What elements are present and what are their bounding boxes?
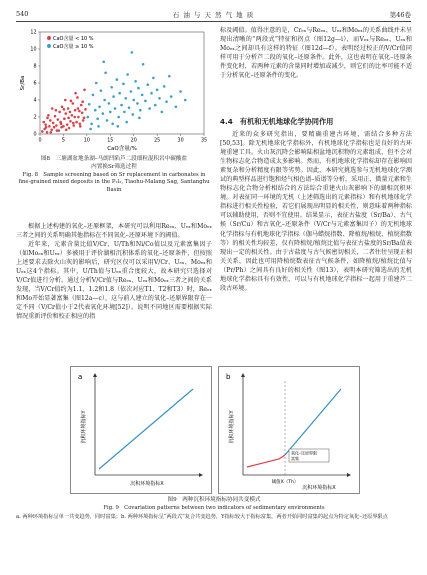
data-point-low-cao xyxy=(49,131,52,134)
data-point-low-cao xyxy=(73,116,76,119)
data-point-high-cao xyxy=(95,82,98,85)
data-point-low-cao xyxy=(59,121,62,124)
left-column-text xyxy=(16,222,212,322)
data-point-high-cao xyxy=(122,83,125,86)
data-point-high-cao xyxy=(109,111,112,114)
data-point-high-cao xyxy=(170,95,173,98)
y-axis-arrow xyxy=(93,373,97,377)
data-point-high-cao xyxy=(112,95,115,98)
data-point-low-cao xyxy=(53,126,56,129)
data-point-low-cao xyxy=(67,117,70,120)
y-tick-label: 12 xyxy=(30,30,37,36)
data-point-high-cao xyxy=(131,51,134,54)
fig9b-x-label: 沉积环境指标X xyxy=(302,485,336,491)
data-point-low-cao xyxy=(63,117,66,120)
data-point-low-cao xyxy=(80,104,83,107)
legend-label-high: CaO含量 ≥ 10 % xyxy=(53,44,94,50)
header-rule xyxy=(16,21,411,22)
fig9b-diagram xyxy=(219,367,359,493)
data-point-high-cao xyxy=(108,102,111,105)
fig8-caption-cn-1: 图8 三塘湖盆地条湖–马朗凹陷芦二段细粒混积岩中碳酸盐 xyxy=(40,156,188,162)
x-tick-label: 30 xyxy=(177,138,184,144)
data-point-high-cao xyxy=(134,80,137,83)
data-point-high-cao xyxy=(101,112,104,115)
data-point-high-cao xyxy=(100,89,103,92)
data-point-low-cao xyxy=(72,122,75,125)
data-point-high-cao xyxy=(168,75,171,78)
data-point-low-cao xyxy=(66,123,69,126)
data-point-high-cao xyxy=(125,121,128,124)
data-point-high-cao xyxy=(138,117,141,120)
y-axis-label: Sr/Ba xyxy=(20,75,26,91)
data-point-high-cao xyxy=(184,99,187,102)
fig9-note: a. 两种环境指标呈单一共变趋势，同时富集；b. 两种环境指标呈“两段式”复合共变趋势，Y指标较大于指标富集，两者开始同时富集的起点为特定氧化–还原界限点 xyxy=(16,514,388,520)
panel-label-b: b xyxy=(226,373,231,381)
data-point-high-cao xyxy=(179,90,182,93)
fig9a-y-label: 沉积环境指标Y xyxy=(81,410,87,444)
data-point-low-cao xyxy=(42,121,45,124)
x-tick-label: 10 xyxy=(83,138,90,144)
data-point-low-cao xyxy=(64,99,67,102)
y-tick-label: 10 xyxy=(30,47,37,53)
data-point-low-cao xyxy=(77,107,80,110)
data-point-high-cao xyxy=(102,60,105,63)
segment-enriched xyxy=(285,389,341,455)
data-point-low-cao xyxy=(68,127,71,130)
fig8-caption xyxy=(16,156,212,194)
fig8-caption-cn-2: 内置换Sr筛选过程 xyxy=(91,163,137,170)
data-point-low-cao xyxy=(78,110,81,113)
data-point-high-cao xyxy=(142,63,145,66)
data-point-high-cao xyxy=(150,92,153,95)
fig9b-panel xyxy=(218,366,360,494)
paragraph: 近年来，元素含量比值V/Cr、U/Th和Ni/Co值以及元素富集因子（如Moₑₓ和Uₑₓ）多被用于评价湖相沉积体系的氧化–还原条件，但按照上述要求去除火山灰的影响后，研究区仅可以采用V/Cr、Uₑₓ、Moₑₓ和Uₑₓ这4个指标。其中，U/Th值与Uₑₓ重合度较大，故本研究只选择对V/Cr值进行分析。通过分析V/Cr值与Reₑₓ、Uₑₓ和Moₑₓ三者之间的关系发现，当V/Cr值约为1.1、1.2和1.8（依次对应T1、T2和T3）时，Reₑₓ和Mo开始显著富集（图12a—c），这与前人建立的氧化–还原界限存在一定不同（V/Cr值小于2代表氧化环境[52]）。说明不同地区需要根据实际情况重新评价和校正相应的指 xyxy=(16,241,212,321)
data-point-low-cao xyxy=(81,100,84,103)
data-point-low-cao xyxy=(77,116,80,119)
data-point-low-cao xyxy=(83,117,86,120)
x-axis-arrow xyxy=(347,473,351,477)
x-tick-label: 35 xyxy=(200,138,208,144)
data-point-low-cao xyxy=(72,124,75,127)
data-point-low-cao xyxy=(69,111,72,114)
data-point-low-cao xyxy=(60,126,63,129)
data-point-low-cao xyxy=(50,128,53,131)
data-point-low-cao xyxy=(71,114,74,117)
data-point-high-cao xyxy=(96,117,99,120)
volume-label: 第46卷 xyxy=(389,11,411,19)
data-point-high-cao xyxy=(97,125,100,128)
data-point-high-cao xyxy=(146,83,149,86)
data-point-low-cao xyxy=(46,117,49,120)
data-point-low-cao xyxy=(44,123,47,126)
data-point-high-cao xyxy=(154,104,157,107)
data-point-low-cao xyxy=(58,111,61,114)
data-point-high-cao xyxy=(104,72,107,75)
page-header xyxy=(16,10,411,20)
data-point-low-cao xyxy=(81,111,84,114)
data-point-high-cao xyxy=(90,123,93,126)
page-number: 540 xyxy=(16,10,29,18)
data-point-low-cao xyxy=(79,125,82,128)
segment-oxic xyxy=(247,455,285,467)
y-axis-arrow xyxy=(241,373,245,377)
data-point-high-cao xyxy=(92,94,95,97)
x-tick-label: 0 xyxy=(38,138,42,144)
data-point-low-cao xyxy=(65,128,68,131)
data-point-high-cao xyxy=(123,111,126,114)
data-point-low-cao xyxy=(69,120,72,123)
data-point-high-cao xyxy=(131,113,134,116)
data-point-high-cao xyxy=(137,87,140,90)
data-point-low-cao xyxy=(48,125,51,128)
data-point-low-cao xyxy=(64,112,67,115)
fig9-caption-cn: 图9 两种沉积环境指标协同共变模式 xyxy=(167,497,261,503)
data-point-low-cao xyxy=(79,123,82,126)
legend-marker-high xyxy=(47,44,51,48)
data-point-high-cao xyxy=(106,119,109,122)
data-point-low-cao xyxy=(74,92,77,95)
data-point-high-cao xyxy=(116,125,119,128)
data-point-high-cao xyxy=(103,99,106,102)
trend-line xyxy=(99,389,193,469)
y-tick-label: 2 xyxy=(33,115,37,121)
data-point-low-cao xyxy=(57,118,60,121)
data-point-high-cao xyxy=(136,102,139,105)
paragraph: 近来的众多研究指出，要精确重建古环境，需结合多种方法[50,53]。除无机地球化学指标外，有机地球化学指标也是良好的古环境重建工具。火山灰沉降会影响陆相盆地沉积物的元素组成，但不会对生物标志化合物造成太多影响。然而，有机地球化学指标却存在影响因素复杂和分析精度有限等劣势。因此，本研究挑选参与无机地球化学测试的典型样品进行饱和烃气相色谱–质谱等分析，采用正、微量元素和生物标志化合物分析相结合的方法综合重建火山灰影响下的湖相沉积环境。对表征同一环境的无机（上述筛选出的元素指标）和有机地球化学指标进行相关性检验，若它们展现出明显的相关性，则意味着两种指标可以辅助使用，否则不宜使用。结果显示，表征古盐度（Sr/Ba）、古气候（Sr/Cu）和古氧化–还原条件（V/Cr与元素富集因子）的无机地球化学指标与有机地球化学指标（伽马蜡烷指数、降植烷/植烷、植烷指数等）的相关性均较差，仅有降植烷/植烷比值与表征古盐度的Sr/Ba值表现出一定的相关性。由于古盐度与古气候密切相关，二者往往呈现正相关关系，因此也可用降植烷数表征古气候条件，如降植烷/植烷比值与（Pr/Ph）之间具有良好的相关性（图13），表明本研究筛选出的无机地球化学指标具有有效性，可以与有机地球化学指标一起用于重建芦二段古环境。 xyxy=(220,131,412,292)
data-point-high-cao xyxy=(165,100,168,103)
data-point-low-cao xyxy=(61,106,64,109)
x-axis-label: CaO含量/% xyxy=(107,146,137,152)
legend-label-low: CaO含量 < 10 % xyxy=(53,36,94,42)
data-point-low-cao xyxy=(84,108,87,111)
x-tick-label: 5 xyxy=(61,138,65,144)
data-point-high-cao xyxy=(163,85,166,88)
data-point-high-cao xyxy=(132,99,135,102)
data-point-low-cao xyxy=(55,109,58,112)
fig9a-diagram xyxy=(71,367,211,493)
data-point-low-cao xyxy=(72,102,75,105)
data-point-high-cao xyxy=(128,106,131,109)
data-point-high-cao xyxy=(124,97,127,100)
data-point-low-cao xyxy=(70,100,73,103)
data-point-high-cao xyxy=(144,100,147,103)
data-point-high-cao xyxy=(156,89,159,92)
data-point-high-cao xyxy=(139,109,142,112)
data-point-low-cao xyxy=(76,96,79,99)
fig9a-x-label: 沉积环境指标X xyxy=(130,481,164,487)
data-point-high-cao xyxy=(110,86,113,89)
annotation-text-2: 富集 xyxy=(291,456,299,461)
data-point-low-cao xyxy=(67,107,70,110)
x-tick-label: 25 xyxy=(154,138,161,144)
section-heading: 4.4 有机和无机地球化学协同作用 xyxy=(220,117,334,126)
threshold-label: 阈值X（Th） xyxy=(271,480,299,485)
journal-title: 石 油 与 天 然 气 地 质 xyxy=(172,11,255,19)
data-point-high-cao xyxy=(120,104,123,107)
data-point-high-cao xyxy=(126,73,129,76)
data-point-low-cao xyxy=(56,129,59,132)
right-column-text xyxy=(220,26,412,80)
y-tick-label: 0 xyxy=(33,132,37,138)
fig9-caption-en: Fig. 9 Covariation patterns between two indicators of sedimentary environments xyxy=(103,504,325,511)
data-point-low-cao xyxy=(55,124,58,127)
data-point-high-cao xyxy=(158,97,161,100)
y-tick-label: 6 xyxy=(33,81,37,87)
y-tick-label: 4 xyxy=(33,98,37,104)
data-point-high-cao xyxy=(130,90,133,93)
data-point-low-cao xyxy=(82,119,85,122)
data-point-high-cao xyxy=(117,116,120,119)
fig9b-y-label: 沉积环境指标Y xyxy=(229,410,235,444)
fig8-caption-en: Fig. 8 Sample screening based on Sr replacement in carbonates in fine-grained mixed deposits in the P₂l₂, Tiaohu-Malang Sag, Santanghu Basin xyxy=(18,172,210,193)
data-point-low-cao xyxy=(47,114,50,117)
data-point-low-cao xyxy=(41,130,44,133)
fig8-scatter-chart xyxy=(16,26,212,154)
data-point-high-cao xyxy=(114,107,117,110)
x-tick-label: 15 xyxy=(107,138,114,144)
data-point-high-cao xyxy=(98,106,101,109)
data-point-low-cao xyxy=(49,119,52,122)
annotation-text-1: 氧化–还原界限 xyxy=(291,450,317,456)
data-point-low-cao xyxy=(51,107,54,110)
legend-marker-low xyxy=(47,36,51,40)
data-point-high-cao xyxy=(86,116,89,119)
data-point-high-cao xyxy=(152,77,155,80)
data-point-high-cao xyxy=(111,123,114,126)
data-point-high-cao xyxy=(118,92,121,95)
data-point-low-cao xyxy=(45,126,48,129)
data-point-low-cao xyxy=(63,108,66,111)
x-tick-label: 20 xyxy=(130,138,137,144)
data-point-low-cao xyxy=(74,109,77,112)
fig9-caption xyxy=(16,497,412,512)
data-point-low-cao xyxy=(54,115,57,118)
data-point-low-cao xyxy=(46,131,49,134)
data-point-high-cao xyxy=(141,94,144,97)
y-tick-label: 8 xyxy=(33,64,37,70)
panel-label-a: a xyxy=(78,373,83,381)
x-axis-arrow xyxy=(199,473,203,477)
data-point-high-cao xyxy=(94,109,97,112)
data-point-high-cao xyxy=(89,128,92,131)
data-point-low-cao xyxy=(52,122,55,125)
fig9a-panel xyxy=(70,366,212,494)
data-point-low-cao xyxy=(83,89,86,92)
data-point-low-cao xyxy=(75,121,78,124)
legend xyxy=(47,35,94,50)
data-point-high-cao xyxy=(88,103,91,106)
data-point-high-cao xyxy=(161,111,164,114)
data-point-high-cao xyxy=(116,78,119,81)
data-point-high-cao xyxy=(175,106,178,109)
paragraph: 标及阈值。值得注意的是，Crₑₓ与Reₑₓ、Uₑₓ和Moₑₓ的关系曲线并未呈现出清晰的“两段式”特征和拐点（图12g—i），而Vₑₓ与Reₑₓ、Uₑₓ和Moₑₓ之间却具有这样的特征（图12d—f）。表明经过校正的V/Cr值同样可用于分析芦二段的氧化–还原条件。此外，这也表明在氧化–还原条件变化时，若两种元素的含量同时增加或减少，则它们的比率可能不适于分析氧化–还原条件的变化。 xyxy=(220,27,412,80)
paragraph: 根据上述构建的氧化–还原框架，本研究可以利用Reₑₓ、Uₑₓ和Moₑₓ三者之间的关系明确其他指标在不同氧化–还原环境下的阈值。 xyxy=(16,223,212,240)
data-point-high-cao xyxy=(148,107,151,110)
right-column-text-2 xyxy=(220,130,412,293)
